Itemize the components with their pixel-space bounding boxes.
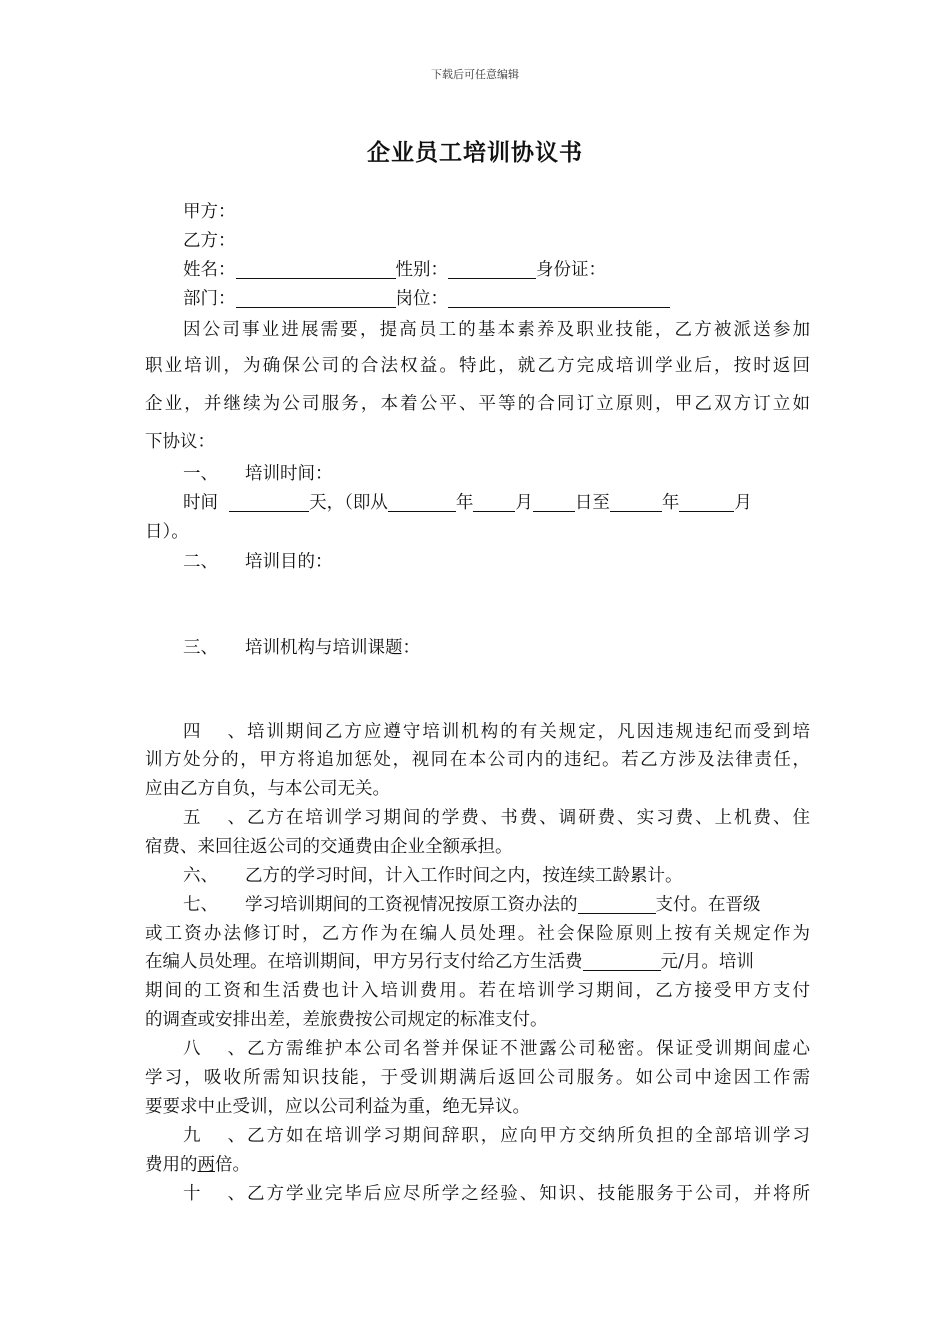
wage-method-field[interactable] <box>578 895 656 914</box>
clause-1-heading: 一、 培训时间： <box>183 464 333 484</box>
dept-line: 部门： 岗位： <box>183 285 810 310</box>
start-year-field[interactable] <box>388 493 456 512</box>
party-a-line: 甲方： <box>183 202 236 222</box>
clause-7-line-3: 在编人员处理。在培训期间，甲方另行支付给乙方生活费 元/月。培训 <box>145 952 754 972</box>
intro-line-2: 职业培训，为确保公司的合法权益。特此，就乙方完成培训学业后，按时返回 <box>145 356 810 376</box>
clause-2-heading: 二、 培训目的： <box>183 552 333 572</box>
clause-4-line-3: 应由乙方自负，与本公司无关。 <box>145 779 390 799</box>
clause-5-line-1: 五、乙方在培训学习期间的学费、书费、调研费、实习费、上机费、住 <box>183 808 810 828</box>
end-month-field[interactable] <box>679 493 734 512</box>
position-field[interactable] <box>448 289 670 308</box>
living-allowance-field[interactable] <box>583 952 661 971</box>
clause-8-line-3: 要要求中止受训，应以公司利益为重，绝无异议。 <box>145 1097 530 1117</box>
header-note: 下载后可任意编辑 <box>431 68 519 81</box>
end-year-field[interactable] <box>610 493 662 512</box>
clause-6-line-1: 六、 乙方的学习时间，计入工作时间之内，按连续工龄累计。 <box>183 866 683 886</box>
clause-7-line-1: 七、 学习培训期间的工资视情况按原工资办法的 支付。在晋级 <box>183 895 761 915</box>
clause-8-line-2: 学习，吸收所需知识技能，于受训期满后返回公司服务。如公司中途因工作需 <box>145 1068 810 1088</box>
intro-line-3: 企业，并继续为公司服务，本着公平、平等的合同订立原则，甲乙双方订立如 <box>145 394 810 414</box>
double-emphasis: 两 <box>197 1155 215 1175</box>
start-day-field[interactable] <box>533 493 575 512</box>
clause-8-line-1: 八、乙方需维护本公司名誉并保证不泄露公司秘密。保证受训期间虚心 <box>183 1039 810 1059</box>
start-month-field[interactable] <box>473 493 515 512</box>
clause-9-line-1: 九、乙方如在培训学习期间辞职，应向甲方交纳所负担的全部培训学习 <box>183 1126 810 1146</box>
clause-7-line-4: 期间的工资和生活费也计入培训费用。若在培训学习期间，乙方接受甲方支付 <box>145 981 810 1001</box>
party-b-line: 乙方： <box>183 231 236 251</box>
name-field[interactable] <box>236 260 396 279</box>
clause-7-line-2: 或工资办法修订时，乙方作为在编人员处理。社会保险原则上按有关规定作为 <box>145 924 810 944</box>
clause-1-time-end: 日）。 <box>145 522 189 542</box>
dept-field[interactable] <box>236 289 396 308</box>
clause-9-line-2: 费用的两倍。 <box>145 1155 250 1175</box>
intro-line-1: 因公司事业进展需要，提高员工的基本素养及职业技能，乙方被派送参加 <box>183 320 810 340</box>
days-field[interactable] <box>229 493 309 512</box>
clause-4-line-2: 训方处分的，甲方将追加惩处，视同在本公司内的违纪。若乙方涉及法律责任， <box>145 750 810 770</box>
intro-line-4: 下协议： <box>145 432 215 452</box>
gender-field[interactable] <box>448 260 536 279</box>
clause-3-heading: 三、 培训机构与培训课题： <box>183 638 420 658</box>
name-line: 姓名： 性别： 身份证： <box>183 260 606 280</box>
clause-4-line-1: 四、培训期间乙方应遵守培训机构的有关规定，凡因违规违纪而受到培 <box>183 722 810 742</box>
clause-7-line-5: 的调查或安排出差，差旅费按公司规定的标准支付。 <box>145 1010 548 1030</box>
clause-10-line-1: 十、乙方学业完毕后应尽所学之经验、知识、技能服务于公司，并将所 <box>183 1184 810 1204</box>
clause-5-line-2: 宿费、来回往返公司的交通费由企业全额承担。 <box>145 837 513 857</box>
document-title: 企业员工培训协议书 <box>367 139 583 166</box>
clause-1-time-line: 时间 天，（即从 年 月 日至 年 月 <box>183 493 752 513</box>
